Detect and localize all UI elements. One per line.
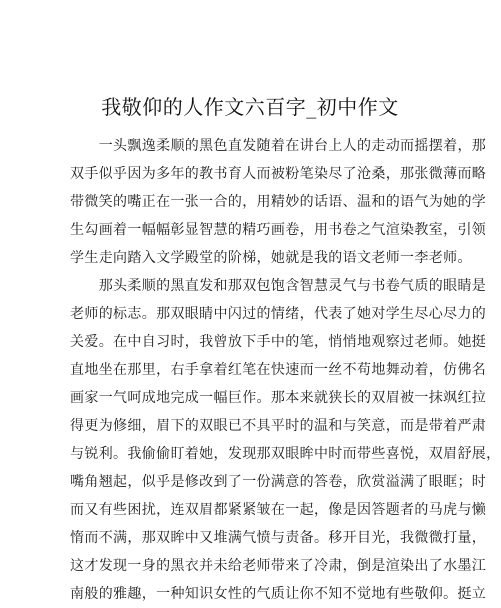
- text-line: 南般的雅趣，一种知识女性的气质让你不知不觉地有些敬仰。挺立: [70, 586, 487, 602]
- text-line: 一头飘逸柔顺的黑色直发随着在讲台上人的走动而摇摆着，那: [70, 138, 487, 154]
- text-line: 双手似乎因为多年的教书育人而被粉笔染尽了沧桑，那张微薄而略: [70, 166, 487, 182]
- text-line: 嘴角翘起，似乎是修改到了一份满意的答卷，欣赏溢满了眼眶；时: [70, 474, 487, 490]
- text-line: 这才发现一身的黑衣并未给老师带来了冷肃，倒是渲染出了水墨江: [70, 558, 487, 574]
- article-title: 我敬仰的人作文六百字_初中作文: [101, 95, 399, 119]
- text-line: 直地坐在那里，右手拿着红笔在快速而一丝不苟地舞动着，仿佛名: [70, 362, 487, 378]
- text-line: 画家一气呵成地完成一幅巨作。那本来就狭长的双眉被一抹飒红拉: [70, 390, 487, 406]
- text-line: 带微笑的嘴正在一张一合的，用精妙的话语、温和的语气为她的学: [70, 194, 487, 210]
- text-line: 与锐利。我偷偷盯着她，发现那双眼眸中时而带些喜悦，双眉舒展，: [70, 446, 501, 462]
- text-line: 生勾画着一幅幅彰显智慧的精巧画卷，用书卷之气渲染教室，引领: [70, 222, 487, 238]
- text-line: 而又有些困扰，连双眉都紧紧皱在一起，像是因答题者的马虎与懒: [70, 502, 487, 518]
- text-line: 那头柔顺的黑直发和那双包饱含智慧灵气与书卷气质的眼睛是: [70, 278, 487, 294]
- text-line: 老师的标志。那双眼睛中闪过的情绪，代表了她对学生尽心尽力的: [70, 306, 487, 322]
- text-line: 关爱。在中自习时，我曾放下手中的笔，悄悄地观察过老师。她挺: [70, 334, 487, 350]
- text-line: 惰而不满，那双眸中又堆满气愤与责备。移开目光，我微微打量，: [70, 530, 487, 546]
- text-line: 学生走向踏入文学殿堂的阶梯，她就是我的语文老师一李老师。: [70, 250, 472, 266]
- article-body: [70, 132, 501, 608]
- text-line: 得更为修细，眉下的双眼已不具平时的温和与笑意，而是带着严肃: [70, 418, 487, 434]
